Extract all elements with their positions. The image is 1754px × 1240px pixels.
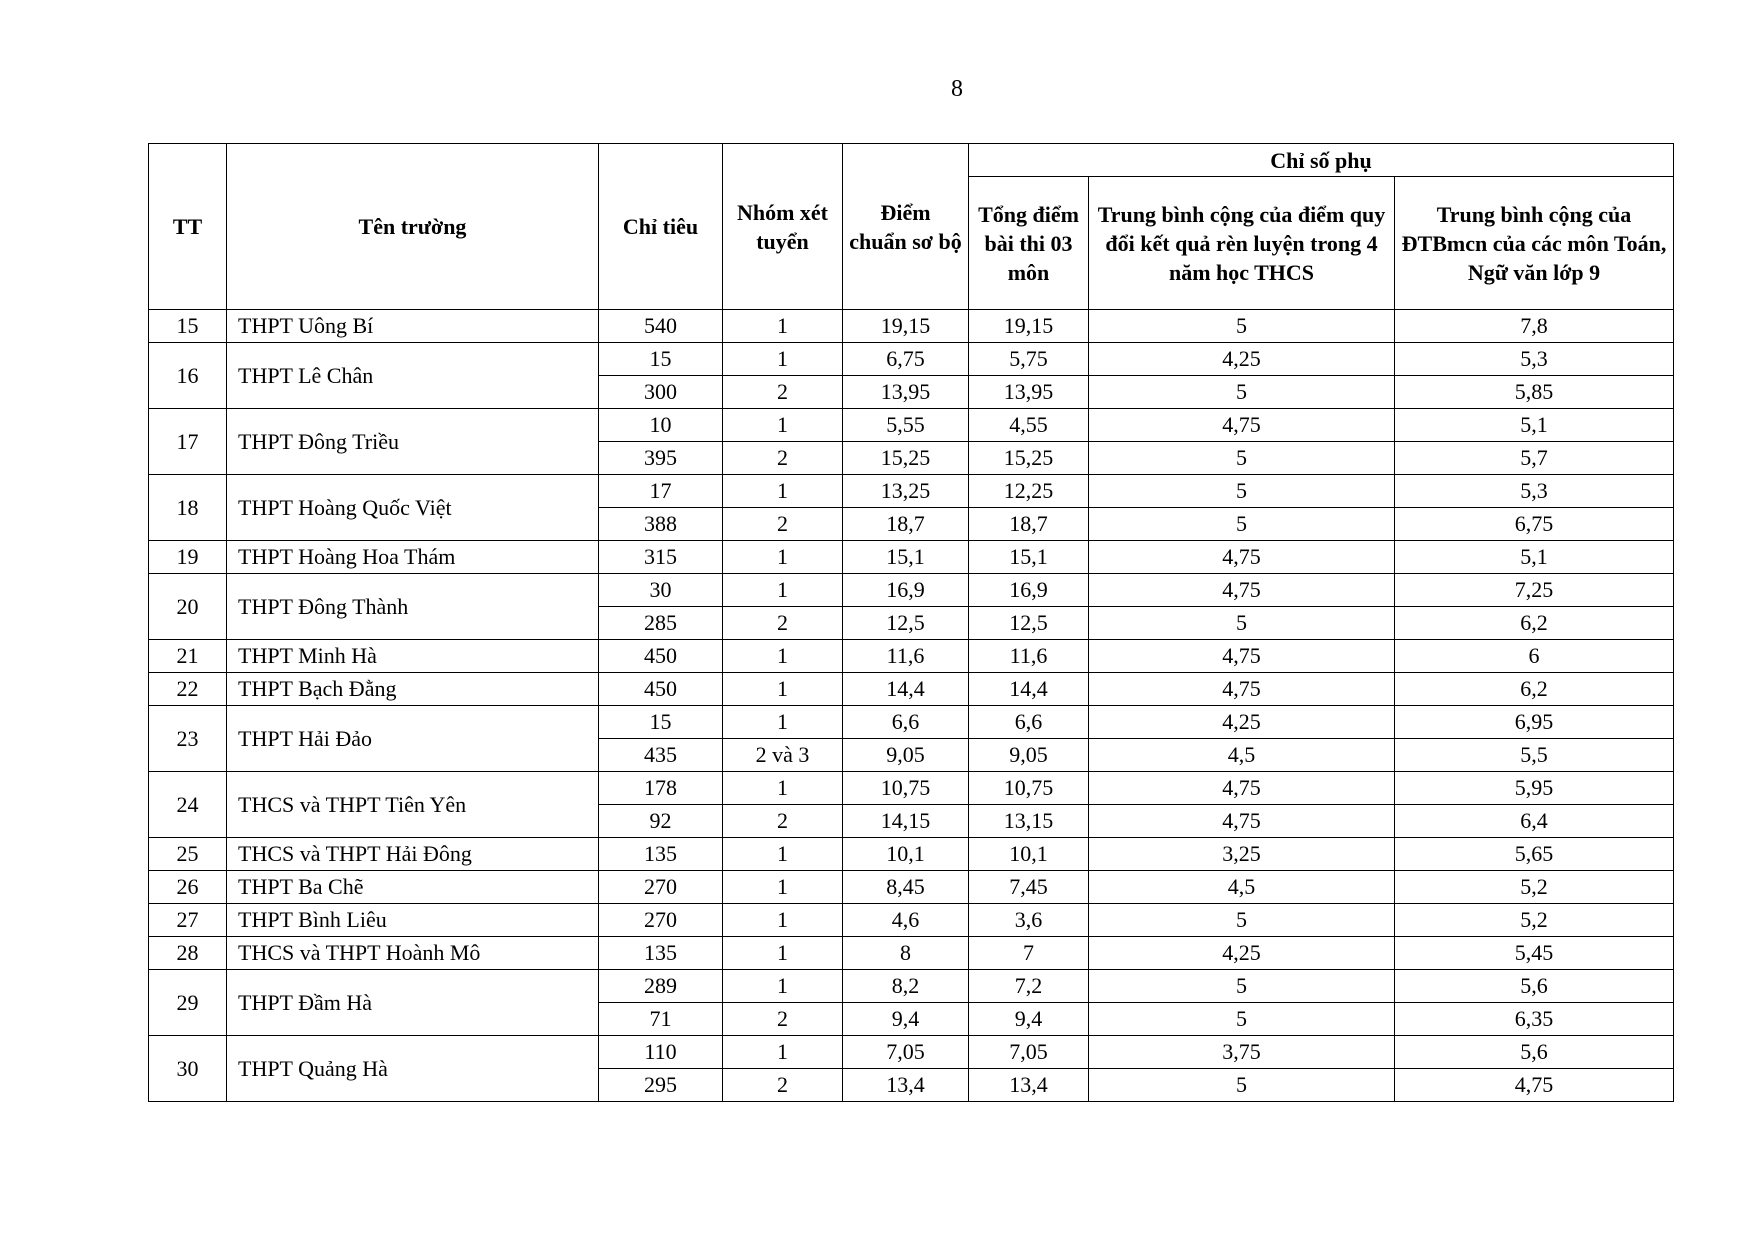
cell-tong-diem: 10,1 [969,838,1089,871]
cell-school-name: THPT Ba Chẽ [227,871,599,904]
header-diem-chuan: Điểm chuẩn sơ bộ [843,144,969,310]
cell-tt: 23 [149,706,227,772]
cell-diem-chuan: 14,4 [843,673,969,706]
cell-diem-chuan: 5,55 [843,409,969,442]
cell-chi-tieu: 300 [599,376,723,409]
cell-diem-chuan: 13,25 [843,475,969,508]
cell-tt: 24 [149,772,227,838]
cell-tt: 26 [149,871,227,904]
cell-tb-toan-van: 6,2 [1395,673,1674,706]
cell-tong-diem: 6,6 [969,706,1089,739]
cell-nhom-xet-tuyen: 2 [723,376,843,409]
cell-school-name: THPT Minh Hà [227,640,599,673]
cell-diem-chuan: 9,05 [843,739,969,772]
cell-tb-toan-van: 7,8 [1395,310,1674,343]
cell-tb-toan-van: 6,35 [1395,1003,1674,1036]
table-row [149,970,1674,1003]
cell-chi-tieu: 110 [599,1036,723,1069]
cell-tong-diem: 13,15 [969,805,1089,838]
cell-tb-ren-luyen: 3,25 [1089,838,1395,871]
table-row [149,310,1674,343]
header-tt: TT [149,144,227,310]
cell-tb-ren-luyen: 4,75 [1089,409,1395,442]
cell-chi-tieu: 450 [599,640,723,673]
cell-tb-toan-van: 5,6 [1395,1036,1674,1069]
cell-tong-diem: 15,25 [969,442,1089,475]
cell-nhom-xet-tuyen: 1 [723,937,843,970]
header-nhom-xet-tuyen: Nhóm xét tuyển [723,144,843,310]
cell-nhom-xet-tuyen: 1 [723,673,843,706]
table-row [149,640,1674,673]
header-tb-toan-van: Trung bình cộng của ĐTBmcn của các môn Toán, Ngữ văn lớp 9 [1395,177,1674,310]
cell-diem-chuan: 10,75 [843,772,969,805]
table-row [149,772,1674,805]
cell-tb-toan-van: 5,1 [1395,409,1674,442]
cell-tb-toan-van: 5,85 [1395,376,1674,409]
cell-tong-diem: 7,45 [969,871,1089,904]
cell-diem-chuan: 7,05 [843,1036,969,1069]
cell-tb-toan-van: 6,4 [1395,805,1674,838]
cell-nhom-xet-tuyen: 1 [723,409,843,442]
cell-school-name: THPT Lê Chân [227,343,599,409]
cell-chi-tieu: 178 [599,772,723,805]
cell-nhom-xet-tuyen: 1 [723,310,843,343]
cell-tt: 19 [149,541,227,574]
cell-chi-tieu: 17 [599,475,723,508]
cell-diem-chuan: 13,4 [843,1069,969,1102]
cell-tt: 28 [149,937,227,970]
cell-tb-ren-luyen: 4,25 [1089,937,1395,970]
cell-nhom-xet-tuyen: 1 [723,1036,843,1069]
cell-nhom-xet-tuyen: 1 [723,640,843,673]
cell-tb-ren-luyen: 4,75 [1089,640,1395,673]
cell-chi-tieu: 92 [599,805,723,838]
cell-chi-tieu: 295 [599,1069,723,1102]
cell-chi-tieu: 10 [599,409,723,442]
cell-tb-ren-luyen: 3,75 [1089,1036,1395,1069]
cell-diem-chuan: 11,6 [843,640,969,673]
cell-tb-ren-luyen: 4,25 [1089,343,1395,376]
cell-school-name: THCS và THPT Tiên Yên [227,772,599,838]
cell-chi-tieu: 315 [599,541,723,574]
cell-chi-tieu: 289 [599,970,723,1003]
cell-school-name: THPT Quảng Hà [227,1036,599,1102]
cell-tong-diem: 12,5 [969,607,1089,640]
cell-nhom-xet-tuyen: 2 [723,805,843,838]
cell-nhom-xet-tuyen: 1 [723,772,843,805]
cell-tong-diem: 15,1 [969,541,1089,574]
cell-tong-diem: 9,05 [969,739,1089,772]
admission-scores-table [148,143,1674,1102]
cell-tb-ren-luyen: 5 [1089,1003,1395,1036]
cell-tt: 16 [149,343,227,409]
cell-tong-diem: 13,4 [969,1069,1089,1102]
cell-chi-tieu: 135 [599,838,723,871]
cell-tt: 21 [149,640,227,673]
cell-chi-tieu: 540 [599,310,723,343]
cell-chi-tieu: 135 [599,937,723,970]
cell-tb-toan-van: 5,6 [1395,970,1674,1003]
cell-diem-chuan: 8,45 [843,871,969,904]
cell-tb-toan-van: 5,1 [1395,541,1674,574]
cell-tb-toan-van: 5,95 [1395,772,1674,805]
cell-school-name: THPT Hải Đảo [227,706,599,772]
table-row [149,673,1674,706]
table-row [149,871,1674,904]
cell-tong-diem: 7,05 [969,1036,1089,1069]
cell-diem-chuan: 8,2 [843,970,969,1003]
cell-nhom-xet-tuyen: 2 và 3 [723,739,843,772]
cell-school-name: THPT Đầm Hà [227,970,599,1036]
cell-tb-toan-van: 5,65 [1395,838,1674,871]
cell-chi-tieu: 71 [599,1003,723,1036]
header-tb-ren-luyen: Trung bình cộng của điểm quy đổi kết quả rèn luyện trong 4 năm học THCS [1089,177,1395,310]
cell-tong-diem: 13,95 [969,376,1089,409]
cell-diem-chuan: 9,4 [843,1003,969,1036]
cell-diem-chuan: 18,7 [843,508,969,541]
cell-tb-ren-luyen: 4,75 [1089,805,1395,838]
table-body [149,310,1674,1102]
cell-tb-ren-luyen: 4,75 [1089,673,1395,706]
cell-diem-chuan: 6,6 [843,706,969,739]
cell-school-name: THCS và THPT Hải Đông [227,838,599,871]
table-row [149,541,1674,574]
cell-diem-chuan: 6,75 [843,343,969,376]
cell-nhom-xet-tuyen: 1 [723,970,843,1003]
cell-school-name: THCS và THPT Hoành Mô [227,937,599,970]
cell-chi-tieu: 15 [599,706,723,739]
cell-tong-diem: 12,25 [969,475,1089,508]
cell-diem-chuan: 13,95 [843,376,969,409]
cell-tb-ren-luyen: 5 [1089,1069,1395,1102]
table-row [149,838,1674,871]
table-row [149,409,1674,442]
cell-tb-toan-van: 5,2 [1395,871,1674,904]
table-row [149,475,1674,508]
cell-tb-ren-luyen: 4,5 [1089,871,1395,904]
cell-tt: 18 [149,475,227,541]
cell-chi-tieu: 450 [599,673,723,706]
cell-nhom-xet-tuyen: 2 [723,442,843,475]
cell-chi-tieu: 15 [599,343,723,376]
cell-diem-chuan: 10,1 [843,838,969,871]
cell-tt: 30 [149,1036,227,1102]
cell-tb-ren-luyen: 4,5 [1089,739,1395,772]
cell-diem-chuan: 12,5 [843,607,969,640]
cell-tb-ren-luyen: 4,25 [1089,706,1395,739]
cell-nhom-xet-tuyen: 1 [723,706,843,739]
cell-tt: 22 [149,673,227,706]
cell-nhom-xet-tuyen: 1 [723,541,843,574]
cell-tong-diem: 7,2 [969,970,1089,1003]
cell-tb-toan-van: 6 [1395,640,1674,673]
cell-diem-chuan: 15,1 [843,541,969,574]
cell-tong-diem: 16,9 [969,574,1089,607]
cell-tong-diem: 7 [969,937,1089,970]
cell-school-name: THPT Bình Liêu [227,904,599,937]
cell-school-name: THPT Hoàng Hoa Thám [227,541,599,574]
cell-tb-toan-van: 5,3 [1395,475,1674,508]
cell-chi-tieu: 270 [599,904,723,937]
cell-nhom-xet-tuyen: 1 [723,475,843,508]
cell-chi-tieu: 395 [599,442,723,475]
cell-diem-chuan: 8 [843,937,969,970]
cell-tong-diem: 9,4 [969,1003,1089,1036]
cell-school-name: THPT Bạch Đằng [227,673,599,706]
header-tong-diem: Tổng điểm bài thi 03 môn [969,177,1089,310]
cell-nhom-xet-tuyen: 1 [723,838,843,871]
cell-tt: 15 [149,310,227,343]
cell-chi-tieu: 30 [599,574,723,607]
cell-school-name: THPT Đông Triều [227,409,599,475]
cell-tb-ren-luyen: 4,75 [1089,574,1395,607]
cell-school-name: THPT Hoàng Quốc Việt [227,475,599,541]
cell-tt: 27 [149,904,227,937]
cell-tb-ren-luyen: 4,75 [1089,541,1395,574]
cell-diem-chuan: 14,15 [843,805,969,838]
cell-tb-toan-van: 5,7 [1395,442,1674,475]
cell-tb-toan-van: 5,5 [1395,739,1674,772]
cell-diem-chuan: 16,9 [843,574,969,607]
cell-chi-tieu: 270 [599,871,723,904]
cell-diem-chuan: 19,15 [843,310,969,343]
cell-diem-chuan: 4,6 [843,904,969,937]
cell-tb-ren-luyen: 5 [1089,475,1395,508]
table-row [149,574,1674,607]
cell-tb-ren-luyen: 5 [1089,376,1395,409]
cell-nhom-xet-tuyen: 2 [723,1003,843,1036]
cell-nhom-xet-tuyen: 2 [723,508,843,541]
cell-tong-diem: 11,6 [969,640,1089,673]
table-row [149,1036,1674,1069]
page-number: 8 [951,76,963,102]
cell-nhom-xet-tuyen: 1 [723,904,843,937]
cell-tb-toan-van: 6,75 [1395,508,1674,541]
cell-tong-diem: 4,55 [969,409,1089,442]
cell-tb-ren-luyen: 4,75 [1089,772,1395,805]
cell-tong-diem: 3,6 [969,904,1089,937]
cell-tb-toan-van: 5,45 [1395,937,1674,970]
cell-chi-tieu: 285 [599,607,723,640]
cell-tb-ren-luyen: 5 [1089,904,1395,937]
cell-tt: 17 [149,409,227,475]
cell-tong-diem: 19,15 [969,310,1089,343]
header-chi-tieu: Chỉ tiêu [599,144,723,310]
cell-chi-tieu: 388 [599,508,723,541]
cell-nhom-xet-tuyen: 2 [723,1069,843,1102]
cell-diem-chuan: 15,25 [843,442,969,475]
cell-school-name: THPT Uông Bí [227,310,599,343]
cell-chi-tieu: 435 [599,739,723,772]
cell-nhom-xet-tuyen: 1 [723,574,843,607]
cell-nhom-xet-tuyen: 2 [723,607,843,640]
table-row [149,343,1674,376]
header-chi-so-phu: Chỉ số phụ [969,144,1674,177]
cell-tb-ren-luyen: 5 [1089,310,1395,343]
cell-tb-ren-luyen: 5 [1089,442,1395,475]
cell-tb-toan-van: 5,2 [1395,904,1674,937]
cell-tong-diem: 14,4 [969,673,1089,706]
cell-tt: 25 [149,838,227,871]
cell-tong-diem: 10,75 [969,772,1089,805]
cell-tt: 29 [149,970,227,1036]
cell-tt: 20 [149,574,227,640]
cell-nhom-xet-tuyen: 1 [723,871,843,904]
cell-tb-toan-van: 6,2 [1395,607,1674,640]
table-row [149,904,1674,937]
table-row [149,706,1674,739]
cell-tb-ren-luyen: 5 [1089,607,1395,640]
cell-tb-ren-luyen: 5 [1089,508,1395,541]
cell-tb-ren-luyen: 5 [1089,970,1395,1003]
cell-tb-toan-van: 7,25 [1395,574,1674,607]
table-row [149,937,1674,970]
cell-tong-diem: 18,7 [969,508,1089,541]
cell-tb-toan-van: 5,3 [1395,343,1674,376]
cell-tb-toan-van: 4,75 [1395,1069,1674,1102]
cell-tb-toan-van: 6,95 [1395,706,1674,739]
header-ten-truong: Tên trường [227,144,599,310]
cell-tong-diem: 5,75 [969,343,1089,376]
cell-nhom-xet-tuyen: 1 [723,343,843,376]
cell-school-name: THPT Đông Thành [227,574,599,640]
